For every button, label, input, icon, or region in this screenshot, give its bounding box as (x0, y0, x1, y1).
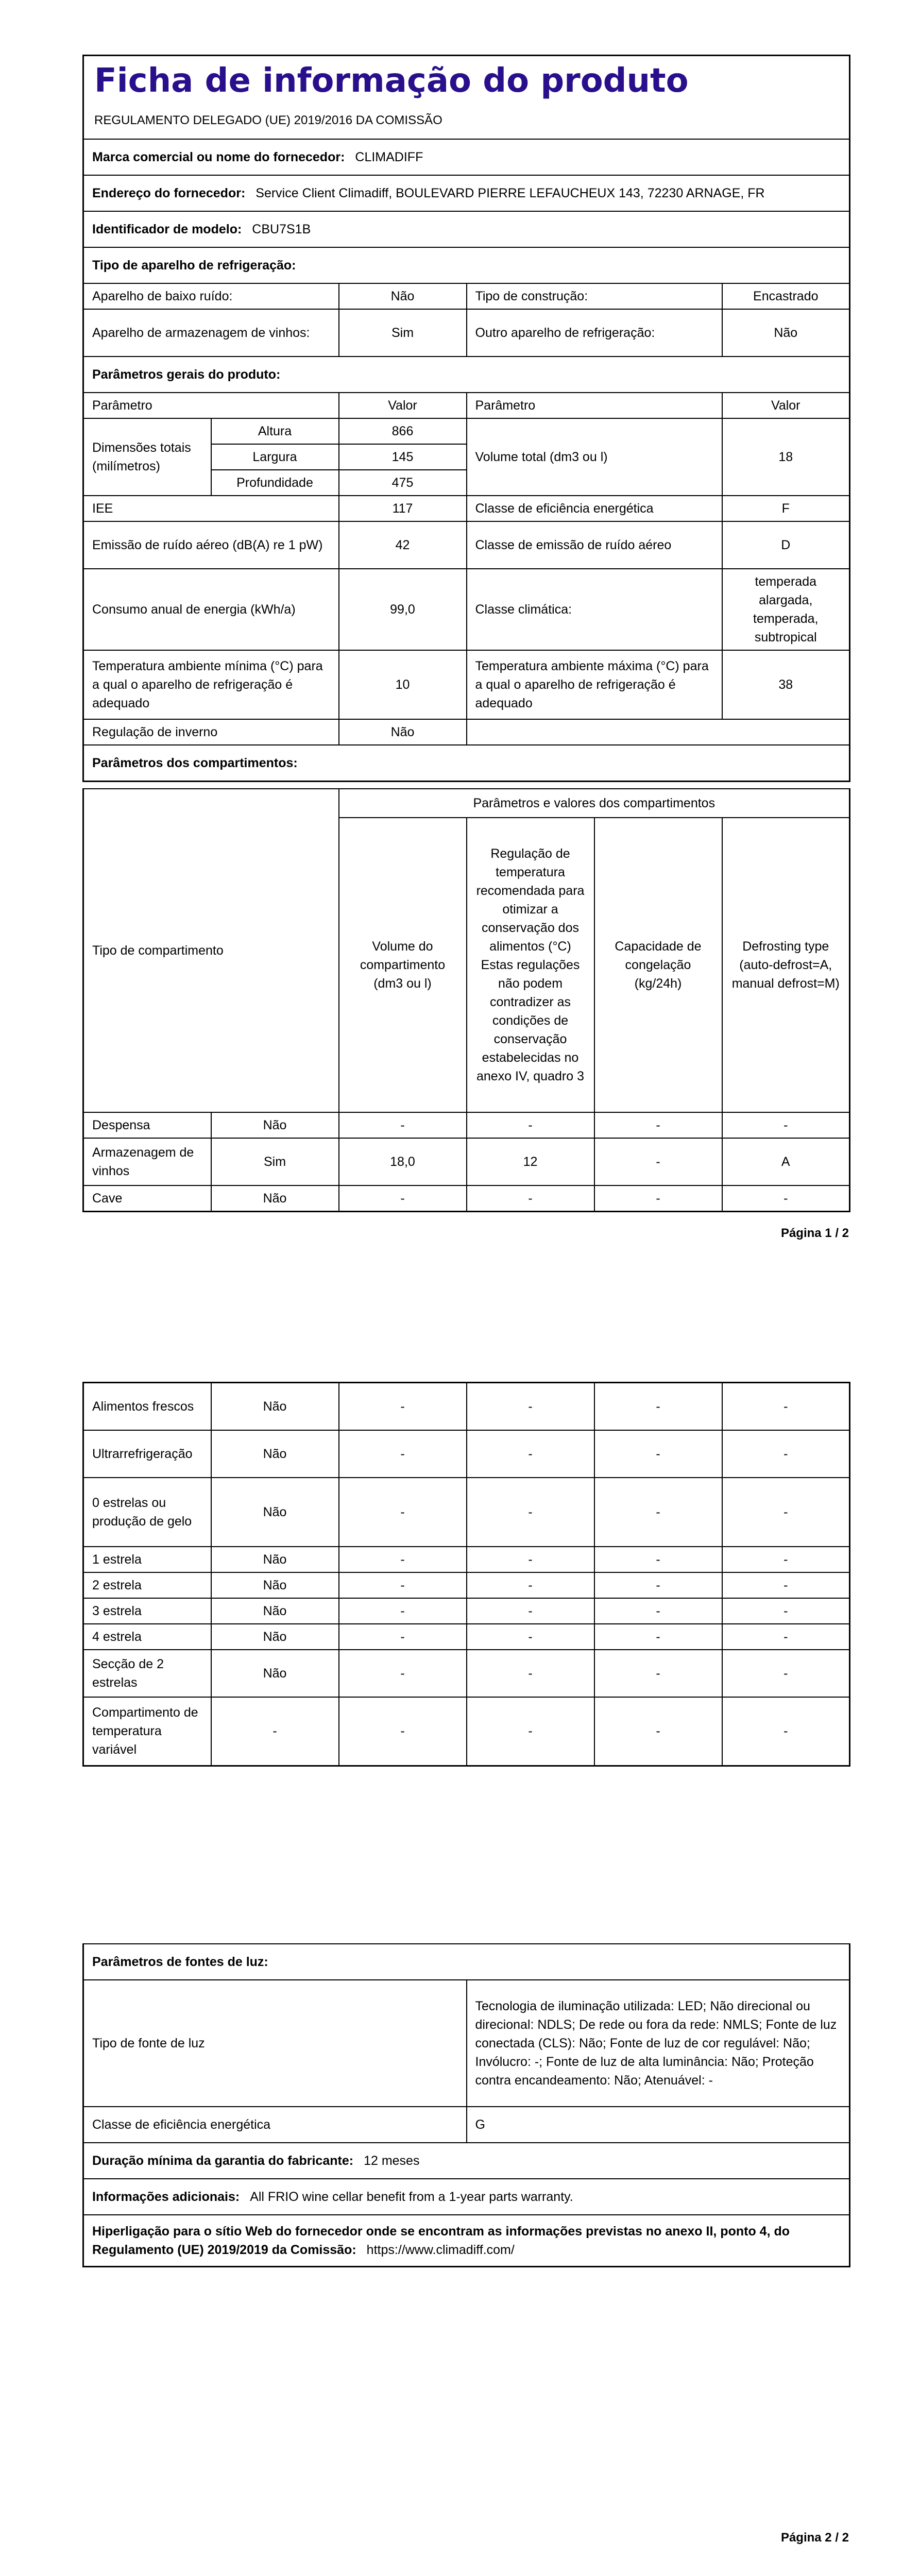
compartment-defrost: - (722, 1112, 850, 1138)
compartment-name: 2 estrela (83, 1572, 211, 1598)
low-noise-value: Não (339, 283, 467, 309)
winter-row (83, 719, 850, 745)
wine-appliance-label: Aparelho de armazenagem de vinhos: (83, 309, 339, 357)
iee-value: 117 (339, 496, 467, 521)
website-label: Hiperligação para o sítio Web do fornecedor onde se encontram as informações previstas no anexo II, ponto 4, do Regulamento (UE) 2019/2019 da Comissão: (92, 2224, 790, 2257)
compartment-temp: 12 (467, 1138, 594, 1185)
compartment-freeze: - (594, 1478, 722, 1547)
compartment-group-header-row (83, 789, 850, 818)
compartment-present: Não (211, 1598, 339, 1624)
brand-label: Marca comercial ou nome do fornecedor: (92, 150, 345, 164)
low-noise-label: Aparelho de baixo ruído: (83, 283, 339, 309)
compartment-defrost: - (722, 1624, 850, 1650)
model-label: Identificador de modelo: (92, 222, 242, 236)
compartment-row (83, 1572, 850, 1598)
climate-label: Classe climática: (467, 569, 722, 650)
compartment-freeze: - (594, 1650, 722, 1697)
model-value: CBU7S1B (252, 222, 311, 236)
compartment-row (83, 1185, 850, 1212)
compartment-temp: - (467, 1478, 594, 1547)
compartment-present: Não (211, 1624, 339, 1650)
compartment-row (83, 1112, 850, 1138)
compartment-group-header: Parâmetros e valores dos compartimentos (339, 789, 850, 818)
light-type-value: Tecnologia de iluminação utilizada: LED; Não direcional ou direcional: NDLS; De rede ou fora da rede: NMLS; Fonte de luz conectada (CLS): Não; Fonte de luz de cor regulável: Não; Invólucro: -; Fonte de luz de alta luminância: Não; Proteção contra encandeamento: Não; Atenuável: - (467, 1980, 850, 2107)
compartment-present: Não (211, 1383, 339, 1430)
compartment-temp: - (467, 1547, 594, 1572)
compartment-defrost: - (722, 1383, 850, 1430)
compartment-row (83, 1650, 850, 1697)
iee-label: IEE (83, 496, 339, 521)
compartment-name: Secção de 2 estrelas (83, 1650, 211, 1697)
warranty-label: Duração mínima da garantia do fabricante: (92, 2154, 354, 2168)
warranty-row (83, 2143, 850, 2179)
compartment-volume: - (339, 1572, 467, 1598)
compartment-name: Armazenagem de vinhos (83, 1138, 211, 1185)
height-value: 866 (339, 418, 467, 444)
compartment-temp: - (467, 1112, 594, 1138)
wine-appliance-row (83, 309, 850, 357)
compartment-defrost: A (722, 1138, 850, 1185)
noise-class-label: Classe de emissão de ruído aéreo (467, 521, 722, 569)
winter-value: Não (339, 719, 467, 745)
compartment-volume: - (339, 1650, 467, 1697)
compartment-present: Não (211, 1430, 339, 1478)
compartment-row (83, 1138, 850, 1185)
compartment-volume: - (339, 1185, 467, 1212)
volume-label: Volume total (dm3 ou l) (467, 418, 722, 496)
noise-label: Emissão de ruído aéreo (dB(A) re 1 pW) (83, 521, 339, 569)
construction-value: Encastrado (722, 283, 850, 309)
depth-value: 475 (339, 470, 467, 496)
appliance-type-heading-row (83, 247, 850, 283)
compartment-temp: - (467, 1185, 594, 1212)
page-number-1: Página 1 / 2 (780, 1226, 849, 1240)
consumption-label: Consumo anual de energia (kWh/a) (83, 569, 339, 650)
param-header-left: Parâmetro (83, 393, 339, 418)
consumption-value: 99,0 (339, 569, 467, 650)
compartment-temp: - (467, 1697, 594, 1766)
website-row (83, 2215, 850, 2266)
brand-row (83, 139, 850, 175)
compartment-temp: - (467, 1650, 594, 1697)
depth-label: Profundidade (211, 470, 339, 496)
compartment-temp: - (467, 1624, 594, 1650)
compartment-defrost: - (722, 1430, 850, 1478)
compartment-temp: - (467, 1598, 594, 1624)
max-temp-label: Temperatura ambiente máxima (°C) para a qual o aparelho de refrigeração é adequado (467, 650, 722, 719)
compartment-freeze: - (594, 1138, 722, 1185)
wine-appliance-value: Sim (339, 309, 467, 357)
compartment-name: Ultrarrefrigeração (83, 1430, 211, 1478)
compartment-name: Cave (83, 1185, 211, 1212)
compartment-volume: - (339, 1598, 467, 1624)
min-temp-value: 10 (339, 650, 467, 719)
light-and-info-table (82, 1943, 850, 2267)
compartment-row (83, 1624, 850, 1650)
compartment-freeze: - (594, 1185, 722, 1212)
compartment-defrost: - (722, 1650, 850, 1697)
compartment-present: Não (211, 1650, 339, 1697)
compartment-row (83, 1478, 850, 1547)
compartment-defrost: - (722, 1572, 850, 1598)
compartment-volume: - (339, 1383, 467, 1430)
compartment-present: Não (211, 1478, 339, 1547)
compartment-volume: 18,0 (339, 1138, 467, 1185)
compartment-freeze: - (594, 1697, 722, 1766)
address-row (83, 175, 850, 211)
iee-row (83, 496, 850, 521)
regulation-subtitle: REGULAMENTO DELEGADO (UE) 2019/2016 DA COMISSÃO (94, 113, 442, 127)
min-temp-label: Temperatura ambiente mínima (°C) para a qual o aparelho de refrigeração é adequado (83, 650, 339, 719)
noise-row (83, 521, 850, 569)
compartment-present: Não (211, 1112, 339, 1138)
param-header-right: Parâmetro (467, 393, 722, 418)
dimensions-label: Dimensões totais (milímetros) (83, 418, 211, 496)
volume-value: 18 (722, 418, 850, 496)
additional-info-row (83, 2179, 850, 2215)
compartment-present: Não (211, 1185, 339, 1212)
construction-label: Tipo de construção: (467, 283, 722, 309)
compartment-present: Não (211, 1572, 339, 1598)
compartment-volume: - (339, 1112, 467, 1138)
page-2 (0, 1301, 920, 2576)
compartment-type-header: Tipo de compartimento (83, 789, 339, 1112)
compartment-volume: - (339, 1430, 467, 1478)
compartment-rows-page-2 (83, 1383, 850, 1766)
page-number-2: Página 2 / 2 (780, 2531, 849, 2545)
winter-label: Regulação de inverno (83, 719, 339, 745)
compartment-name: 4 estrela (83, 1624, 211, 1650)
noise-class-value: D (722, 521, 850, 569)
model-row (83, 211, 850, 247)
compartment-defrost: - (722, 1185, 850, 1212)
value-header-right: Valor (722, 393, 850, 418)
page-title: Ficha de informação do produto (94, 62, 689, 100)
other-appliance-value: Não (722, 309, 850, 357)
compartment-defrost: - (722, 1598, 850, 1624)
compartment-name: 1 estrela (83, 1547, 211, 1572)
compartment-volume: - (339, 1547, 467, 1572)
compartment-freeze: - (594, 1624, 722, 1650)
header-row (83, 56, 850, 140)
product-info-table-page-1 (82, 55, 850, 782)
energy-class-value: F (722, 496, 850, 521)
max-temp-value: 38 (722, 650, 850, 719)
additional-info-label: Informações adicionais: (92, 2190, 240, 2204)
width-value: 145 (339, 444, 467, 470)
compartment-name: 3 estrela (83, 1598, 211, 1624)
light-class-row (83, 2107, 850, 2143)
light-class-value: G (467, 2107, 850, 2143)
compartment-freeze: - (594, 1430, 722, 1478)
compartment-temp: - (467, 1430, 594, 1478)
compartment-present: - (211, 1697, 339, 1766)
compartment-row (83, 1430, 850, 1478)
appliance-type-heading: Tipo de aparelho de refrigeração: (83, 247, 850, 283)
light-type-row (83, 1980, 850, 2107)
warranty-value: 12 meses (364, 2154, 420, 2168)
height-row (83, 418, 850, 444)
compartment-defrost: - (722, 1478, 850, 1547)
compartment-row (83, 1547, 850, 1572)
compartment-volume: - (339, 1478, 467, 1547)
energy-class-label: Classe de eficiência energética (467, 496, 722, 521)
compartment-row (83, 1697, 850, 1766)
compartment-freeze: - (594, 1383, 722, 1430)
compartment-volume: - (339, 1697, 467, 1766)
general-heading-row (83, 357, 850, 393)
temperature-range-row (83, 650, 850, 719)
value-header-left: Valor (339, 393, 467, 418)
compartment-temp: - (467, 1383, 594, 1430)
compartments-heading-row (83, 745, 850, 781)
compartment-name: Alimentos frescos (83, 1383, 211, 1430)
compartment-name: Compartimento de temperatura variável (83, 1697, 211, 1766)
climate-value: temperada alargada, temperada, subtropical (722, 569, 850, 650)
compartment-defrost: - (722, 1547, 850, 1572)
compartment-present: Não (211, 1547, 339, 1572)
compartment-name: 0 estrelas ou produção de gelo (83, 1478, 211, 1547)
website-link[interactable]: https://www.climadiff.com/ (366, 2242, 515, 2257)
address-value: Service Client Climadiff, BOULEVARD PIERRE LEFAUCHEUX 143, 72230 ARNAGE, FR (255, 186, 765, 200)
light-class-label: Classe de eficiência energética (83, 2107, 467, 2143)
compartment-name: Despensa (83, 1112, 211, 1138)
compartment-freeze: - (594, 1598, 722, 1624)
compartment-row (83, 1598, 850, 1624)
consumption-row (83, 569, 850, 650)
compartments-heading: Parâmetros dos compartimentos: (83, 745, 850, 781)
additional-info-value: All FRIO wine cellar benefit from a 1-year parts warranty. (250, 2190, 573, 2204)
compartment-freeze: - (594, 1547, 722, 1572)
light-type-label: Tipo de fonte de luz (83, 1980, 467, 2107)
temperature-column-header: Regulação de temperatura recomendada para otimizar a conservação dos alimentos (°C) Estas regulações não podem contradizer as condições de conservação estabelecidas no anexo IV, quadro 3 (467, 818, 594, 1112)
light-heading-row (83, 1944, 850, 1980)
height-label: Altura (211, 418, 339, 444)
address-label: Endereço do fornecedor: (92, 186, 246, 200)
other-appliance-label: Outro aparelho de refrigeração: (467, 309, 722, 357)
compartment-volume: - (339, 1624, 467, 1650)
noise-value: 42 (339, 521, 467, 569)
compartment-table-page-2 (82, 1382, 850, 1767)
light-heading: Parâmetros de fontes de luz: (83, 1944, 850, 1980)
low-noise-row (83, 283, 850, 309)
compartment-freeze: - (594, 1112, 722, 1138)
compartment-row (83, 1383, 850, 1430)
compartment-table-page-1 (82, 788, 850, 1212)
freezing-column-header: Capacidade de congelação (kg/24h) (594, 818, 722, 1112)
width-label: Largura (211, 444, 339, 470)
brand-value: CLIMADIFF (355, 150, 423, 164)
compartment-present: Sim (211, 1138, 339, 1185)
general-heading: Parâmetros gerais do produto: (83, 357, 850, 393)
defrost-column-header: Defrosting type (auto-defrost=A, manual defrost=M) (722, 818, 850, 1112)
general-column-headers (83, 393, 850, 418)
compartment-temp: - (467, 1572, 594, 1598)
compartment-defrost: - (722, 1697, 850, 1766)
compartment-freeze: - (594, 1572, 722, 1598)
volume-column-header: Volume do compartimento (dm3 ou l) (339, 818, 467, 1112)
